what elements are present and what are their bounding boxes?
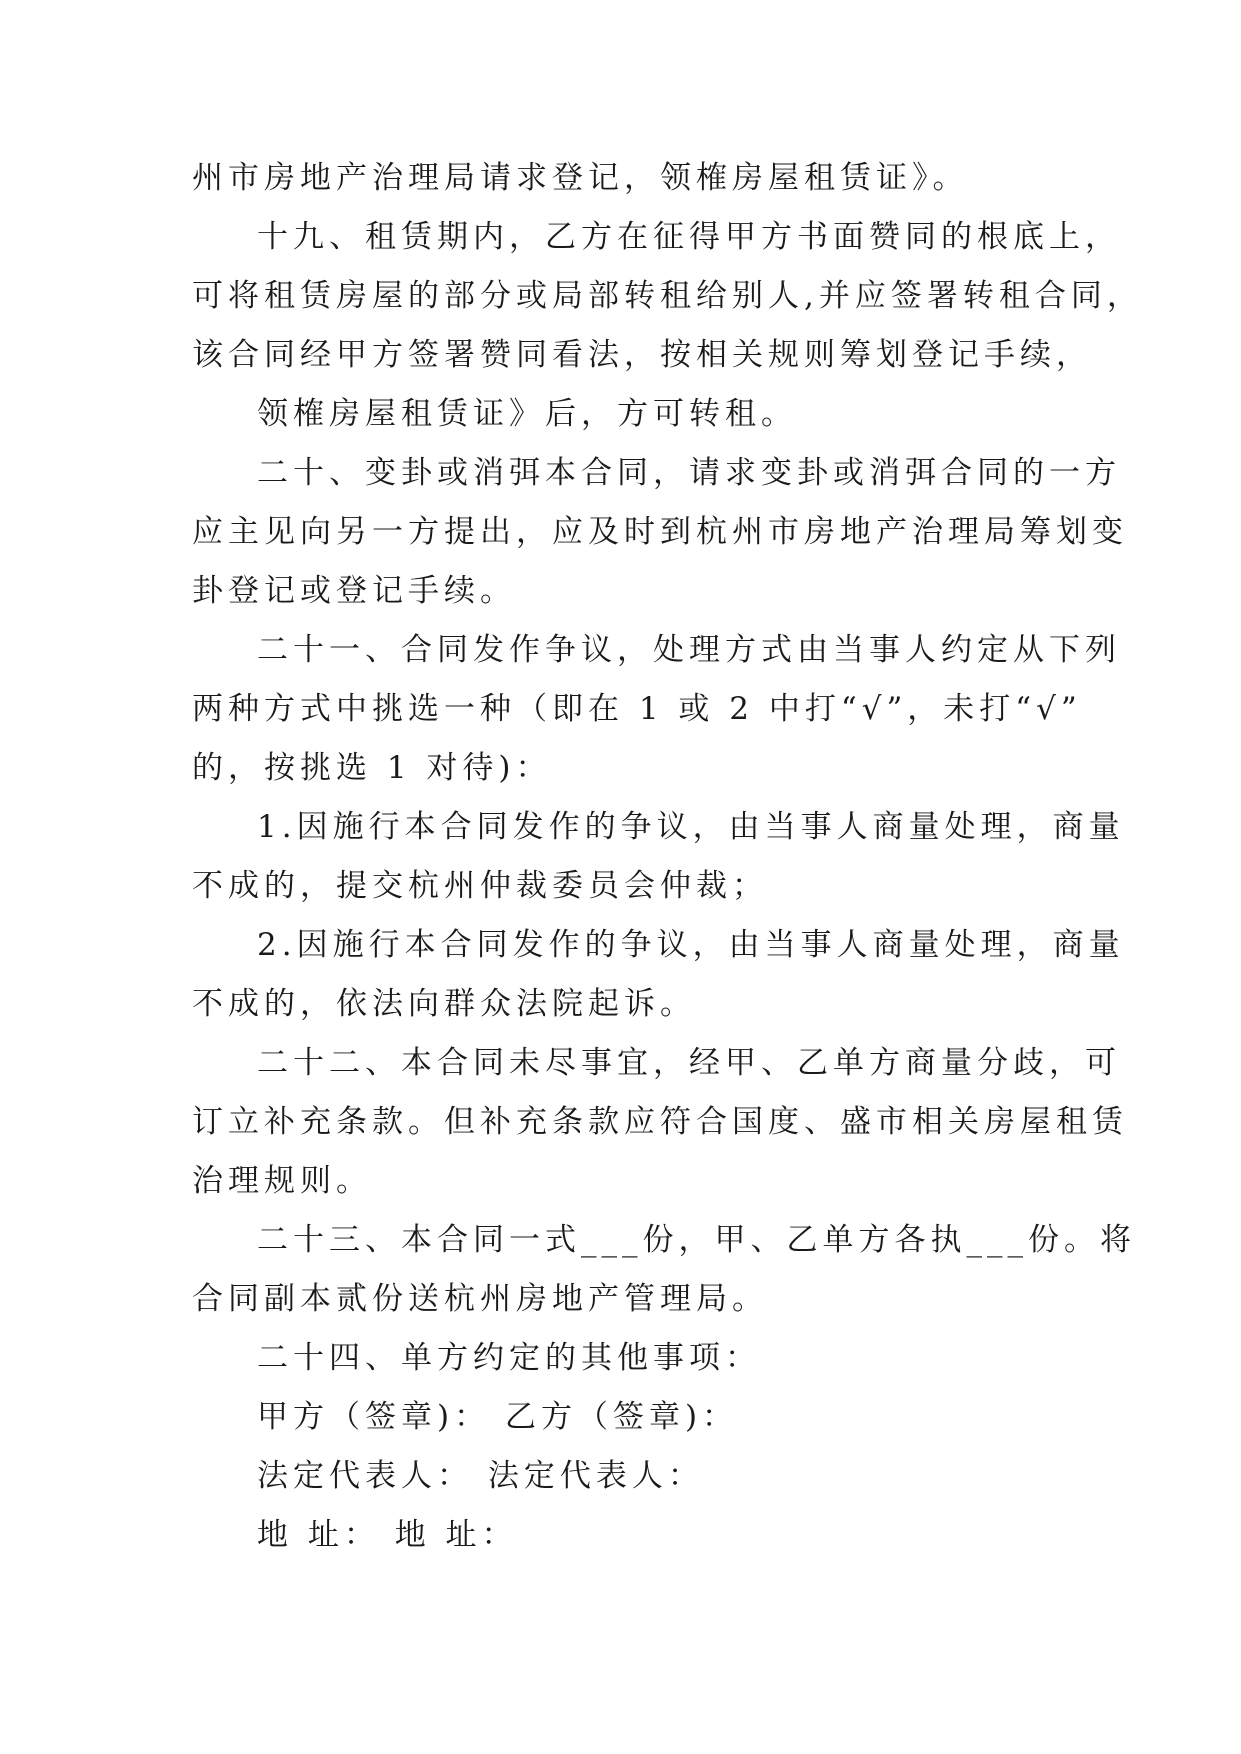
text-line-23: 法定代表人： 法定代表人：: [257, 1458, 704, 1494]
text-line-13: 不成的，提交杭州仲裁委员会仲裁；: [192, 868, 768, 904]
text-line-16: 二十二、本合同未尽事宜，经甲、乙单方商量分歧，可: [257, 1045, 1121, 1081]
text-line-18: 治理规则。: [192, 1163, 372, 1199]
text-line-22: 甲方（签章)： 乙方（签章)：: [257, 1399, 739, 1435]
text-line-4: 该合同经甲方签署赞同看法，按相关规则筹划登记手续，: [192, 337, 1092, 373]
text-line-19: 二十三、本合同一式___份，甲、乙单方各执___份。将: [257, 1222, 1136, 1258]
text-line-1: 州市房地产治理局请求登记，领榷房屋租赁证》。: [192, 160, 969, 196]
text-line-15: 不成的，依法向群众法院起诉。: [192, 986, 696, 1022]
text-line-21: 二十四、单方约定的其他事项：: [257, 1340, 761, 1376]
text-line-6: 二十、变卦或消弭本合同，请求变卦或消弭合同的一方: [257, 455, 1121, 491]
text-line-17: 订立补充条款。但补充条款应符合国度、盛市相关房屋租赁: [192, 1104, 1128, 1140]
text-line-14: 2.因施行本合同发作的争议，由当事人商量处理，商量: [257, 927, 1125, 963]
text-line-3: 可将租赁房屋的部分或局部转租给别人,并应签署转租合同，: [192, 278, 1143, 314]
text-line-10: 两种方式中挑选一种（即在 1 或 2 中打“√”，未打“√”: [192, 691, 1082, 727]
text-line-24: 地 址： 地 址：: [257, 1517, 518, 1553]
text-line-7: 应主见向另一方提出，应及时到杭州市房地产治理局筹划变: [192, 514, 1128, 550]
text-line-5: 领榷房屋租赁证》后，方可转租。: [257, 396, 797, 432]
text-line-2: 十九、租赁期内，乙方在征得甲方书面赞同的根底上，: [257, 219, 1121, 255]
text-line-11: 的，按挑选 1 对待)：: [192, 750, 552, 786]
text-line-12: 1.因施行本合同发作的争议，由当事人商量处理，商量: [257, 809, 1125, 845]
text-line-8: 卦登记或登记手续。: [192, 573, 516, 609]
text-line-20: 合同副本贰份送杭州房地产管理局。: [192, 1281, 768, 1317]
text-line-9: 二十一、合同发作争议，处理方式由当事人约定从下列: [257, 632, 1121, 668]
